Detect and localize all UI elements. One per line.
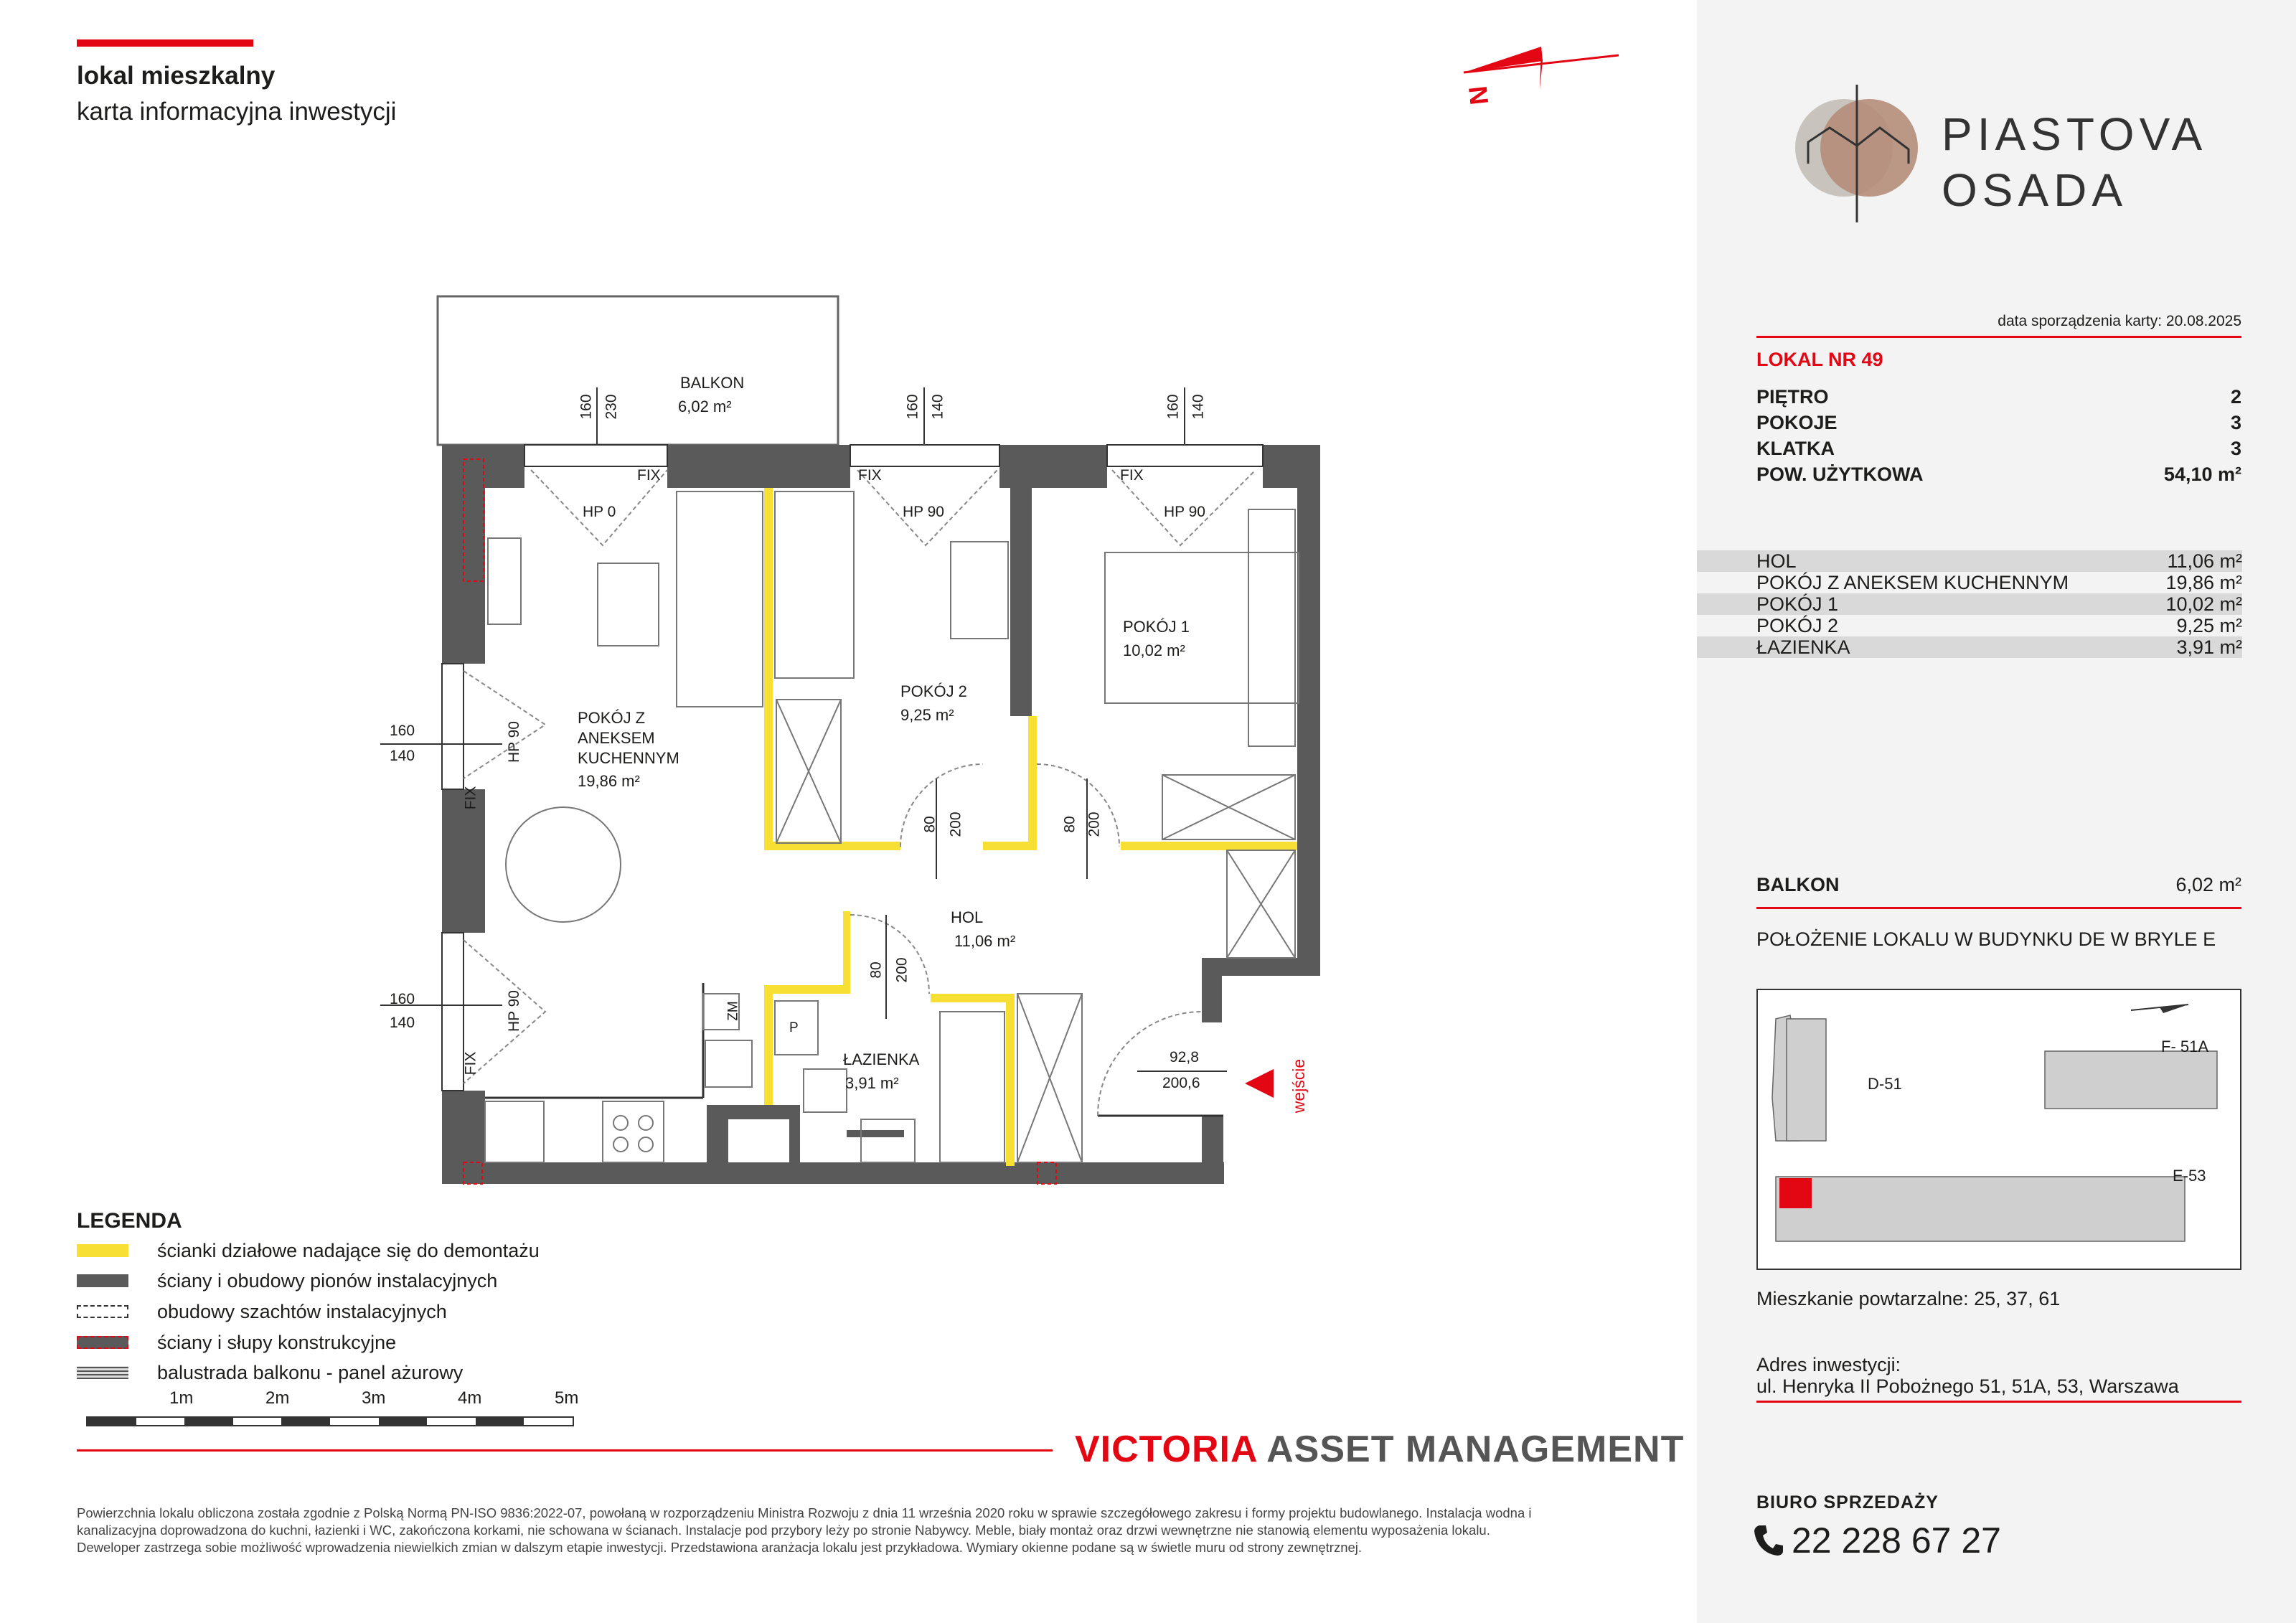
info-row-area — [1756, 464, 2241, 486]
window-fix-label: FIX — [1120, 467, 1144, 484]
bath-area: 3,91 m² — [845, 1074, 899, 1092]
dim-160: 160 — [390, 991, 415, 1007]
sidebar-divider — [1756, 336, 2241, 338]
area-row — [1697, 615, 2242, 636]
door-dim-80: 80 — [921, 816, 938, 833]
scale-label: 5m — [555, 1388, 579, 1408]
window-fix-label: FIX — [462, 786, 479, 810]
window-fix-label: FIX — [858, 467, 882, 484]
door-swings — [464, 470, 1256, 1116]
north-label: N — [1462, 84, 1495, 107]
info-label: PIĘTRO — [1756, 386, 1829, 408]
legend-item — [77, 1238, 540, 1263]
sales-phone[interactable]: 22 228 67 27 — [1792, 1520, 2001, 1561]
room1-area: 10,02 m² — [1123, 641, 1185, 659]
legend-swatch-dark — [77, 1274, 128, 1287]
balcony-area: 6,02 m² — [678, 397, 732, 415]
info-label: KLATKA — [1756, 438, 1835, 459]
scale-label: 1m — [169, 1388, 194, 1408]
structural-columns — [464, 459, 1056, 1184]
area-value: 9,25 m² — [2176, 615, 2242, 636]
area-label: POKÓJ 1 — [1756, 593, 1839, 615]
scale-label: 2m — [265, 1388, 290, 1408]
area-value: 11,06 m² — [2167, 550, 2242, 572]
brand-name-line1: PIASTOVA — [1942, 108, 2208, 160]
sales-office-label: BIURO SPRZEDAŻY — [1756, 1492, 1939, 1513]
legend-swatch-structural — [77, 1336, 128, 1349]
window-hp-label: HP 90 — [506, 990, 522, 1032]
dim-140: 140 — [929, 394, 946, 420]
building-label-f51a: F- 51A — [2161, 1038, 2209, 1055]
legend-item — [77, 1269, 497, 1293]
scale-label: 3m — [362, 1388, 386, 1408]
window-hp-label: HP 90 — [903, 504, 944, 520]
entry-door-width: 92,8 — [1170, 1049, 1199, 1065]
dim-140: 140 — [390, 748, 415, 764]
location-title: POŁOŻENIE LOKALU W BUDYNKU DE W BRYLE E — [1756, 928, 2216, 950]
repeat-units: Mieszkanie powtarzalne: 25, 37, 61 — [1756, 1288, 2061, 1309]
balcony-name: BALKON — [680, 374, 745, 392]
balcony-outline — [438, 296, 838, 445]
bath-name: ŁAZIENKA — [843, 1050, 920, 1068]
hol-name: HOL — [951, 908, 984, 926]
legend-item — [77, 1330, 396, 1355]
legend-label: obudowy szachtów instalacyjnych — [157, 1300, 447, 1322]
balcony-label: BALKON — [1756, 874, 1840, 895]
area-value: 3,91 m² — [2176, 636, 2242, 658]
legend-label: balustrada balkonu - panel ażurowy — [157, 1361, 464, 1383]
disclaimer: Powierzchnia lokalu obliczona została zgodnie z Polską Normą PN-ISO 9836:2022-07, powołaną w rozporządzeniu Ministra Rozwoju z dnia 11 września 2020 roku w sprawie szczegółowego zakresu i formy projektu budowlanego. Instalacja wodna i kanalizacyjna doprowadzona do kuchni, łazienki i WC, zakończona korkami, nie schowana w ścianach. Instalacje pod przybory leży po stronie Nabywcy. Meble, biały montaż oraz drzwi wewnętrzne nie stanowią elementu wyposażenia lokalu. Deweloper zastrzega sobie możliwość wprowadzenia niewielkich zmian w dalszym etapie inwestycji. Przedstawiona aranżacja lokalu jest przykładowa. Wymiary okienne podane są w świetle muru od strony zewnętrznej. — [77, 1505, 1532, 1555]
kitchen-room-line3: KUCHENNYM — [578, 749, 679, 767]
room2-name: POKÓJ 2 — [900, 682, 967, 700]
door-dim-200: 200 — [893, 957, 911, 983]
building-label-d51: D-51 — [1868, 1075, 1902, 1093]
page-subtitle: karta informacyjna inwestycji — [77, 98, 397, 126]
building-label-e53: E-53 — [2173, 1167, 2206, 1185]
window-fix-label: FIX — [462, 1051, 479, 1076]
legend-label: ścianki działowe nadające się do demontażu — [157, 1239, 540, 1261]
area-label: POKÓJ Z ANEKSEM KUCHENNYM — [1756, 572, 2069, 593]
legend-label: ściany i obudowy pionów instalacyjnych — [157, 1269, 498, 1292]
area-value: 19,86 m² — [2165, 572, 2242, 593]
kitchen-room-line2: ANEKSEM — [578, 729, 655, 747]
window-hp-label: HP 0 — [583, 504, 616, 520]
info-value: 54,10 m² — [2163, 464, 2241, 485]
door-dim-80: 80 — [1061, 816, 1078, 833]
legend-title: LEGENDA — [77, 1209, 182, 1233]
sidebar-divider — [1756, 907, 2241, 909]
entry-label: wejście — [1289, 1058, 1309, 1114]
window-fix-label: FIX — [637, 467, 661, 484]
kitchen-room-area: 19,86 m² — [578, 772, 640, 790]
dim-160: 160 — [578, 394, 595, 420]
kitchen-room-line1: POKÓJ Z — [578, 709, 646, 727]
scale-bar — [86, 1416, 574, 1426]
company-name-part1: VICTORIA — [1075, 1429, 1257, 1470]
shaft-label: ZM — [725, 1001, 741, 1021]
area-label: HOL — [1756, 550, 1797, 572]
area-label: POKÓJ 2 — [1756, 615, 1839, 636]
info-row-stairwell — [1756, 438, 2241, 460]
company-logo — [1075, 1428, 1684, 1471]
info-value: 3 — [2230, 438, 2241, 459]
scale-label: 4m — [458, 1388, 482, 1408]
area-value: 10,02 m² — [2165, 593, 2242, 615]
info-value: 3 — [2230, 412, 2241, 433]
appliance-label: P — [789, 1020, 799, 1035]
phone-icon — [1754, 1524, 1783, 1557]
info-value: 2 — [2230, 386, 2241, 408]
entry-arrow-icon — [1245, 1069, 1274, 1098]
brand-name-line2: OSADA — [1942, 164, 2128, 216]
footer-divider — [77, 1449, 1053, 1452]
info-label: POW. UŻYTKOWA — [1756, 464, 1924, 485]
door-dim-200: 200 — [947, 812, 964, 837]
window-hp-label: HP 90 — [1164, 504, 1205, 520]
door-dim-200: 200 — [1086, 812, 1103, 837]
legend-swatch-yellow — [77, 1244, 128, 1257]
room1-name: POKÓJ 1 — [1123, 618, 1190, 636]
entry-door-height: 200,6 — [1162, 1075, 1200, 1091]
legend-label: ściany i słupy konstrukcyjne — [157, 1331, 397, 1353]
site-plan — [1756, 989, 2241, 1270]
sidebar-divider — [1756, 1401, 2241, 1403]
windows — [442, 445, 1263, 1091]
address-value: ul. Henryka II Pobożnego 51, 51A, 53, Warszawa — [1756, 1375, 2179, 1397]
balcony-value: 6,02 m² — [2175, 874, 2241, 895]
unit-title: LOKAL NR 49 — [1756, 349, 1883, 370]
legend-swatch-railing — [77, 1366, 128, 1379]
area-row — [1697, 550, 2242, 572]
company-name-part2: ASSET MANAGEMENT — [1266, 1429, 1685, 1470]
legend-swatch-shaft — [77, 1305, 128, 1318]
area-row — [1697, 572, 2242, 593]
dim-140: 140 — [390, 1015, 415, 1031]
door-dim-80: 80 — [867, 961, 885, 979]
info-row-floor — [1756, 386, 2241, 408]
dim-160: 160 — [1165, 394, 1182, 420]
legend-item — [77, 1299, 447, 1324]
area-label: ŁAZIENKA — [1756, 636, 1850, 658]
dim-160: 160 — [904, 394, 921, 420]
address-label: Adres inwestycji: — [1756, 1354, 1901, 1375]
hol-area: 11,06 m² — [954, 932, 1016, 950]
legend-item — [77, 1360, 463, 1385]
room2-area: 9,25 m² — [900, 706, 954, 724]
info-label: POKOJE — [1756, 412, 1838, 433]
dim-230: 230 — [603, 394, 620, 420]
window-hp-label: HP 90 — [506, 721, 522, 763]
brand-logo-icon — [1794, 85, 1919, 222]
card-date: data sporządzenia karty: 20.08.2025 — [1998, 313, 2241, 329]
dim-160: 160 — [390, 723, 415, 739]
info-row-rooms — [1756, 412, 2241, 434]
area-row — [1697, 636, 2242, 658]
page-title: lokal mieszkalny — [77, 62, 276, 90]
dim-140: 140 — [1190, 394, 1207, 420]
area-row — [1697, 593, 2242, 615]
